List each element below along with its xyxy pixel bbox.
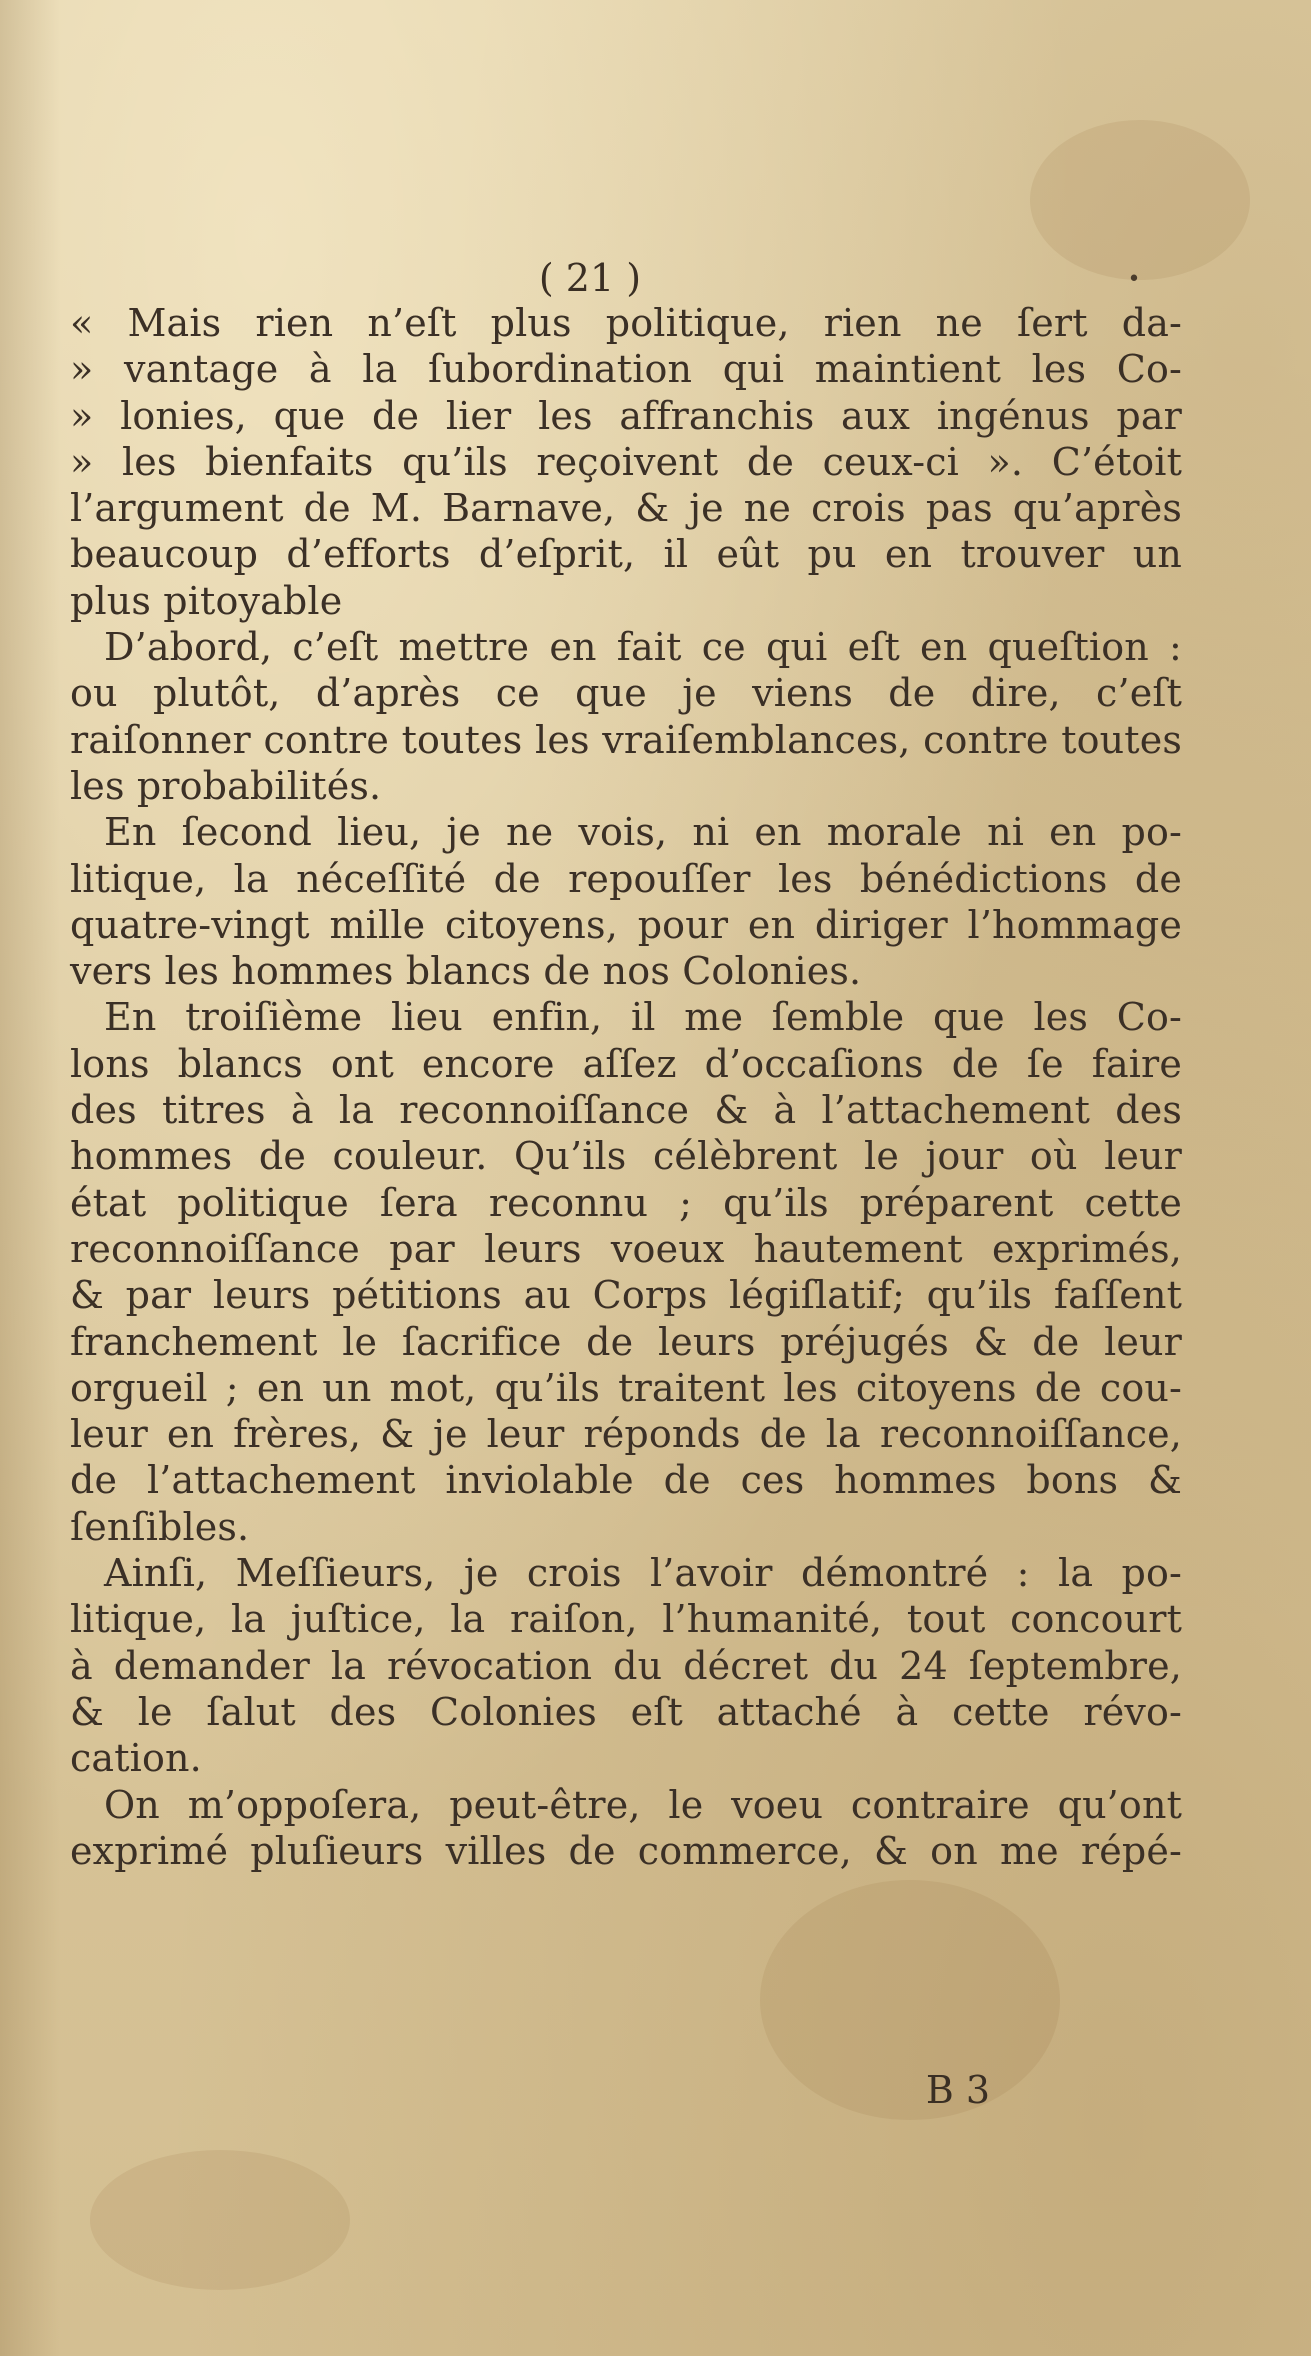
- page-number: ( 21 ): [538, 256, 642, 300]
- page-edge-shadow: [0, 0, 60, 2356]
- text-line: reconnoiſſance par leurs voeux hautement exprimés,: [70, 1226, 1182, 1271]
- text-line: On m’oppoſera, peut-être, le voeu contraire qu’ont: [104, 1782, 1182, 1827]
- body-text: [70, 300, 1182, 1874]
- text-line: quatre-vingt mille citoyens, pour en diriger l’hommage: [70, 902, 1182, 947]
- text-line: leur en frères, & je leur réponds de la reconnoiſſance,: [70, 1412, 1182, 1457]
- paper-stain: [90, 2150, 350, 2290]
- text-line: vers les hommes blancs de nos Colonies.: [70, 949, 862, 994]
- paper-stain: [1030, 120, 1250, 280]
- text-line: franchement le ſacrifice de leurs préjugés & de leur: [70, 1319, 1182, 1364]
- text-line: hommes de couleur. Qu’ils célèbrent le jour où leur: [70, 1134, 1182, 1179]
- header-mark: •: [1127, 267, 1141, 292]
- text-line: En troiſième lieu enfin, il me ſemble que les Co-: [104, 995, 1182, 1040]
- text-line: Ainſi, Meſſieurs, je crois l’avoir démontré : la po-: [104, 1551, 1182, 1596]
- text-line: & par leurs pétitions au Corps légiſlatif; qu’ils faſſent: [70, 1273, 1182, 1318]
- text-line: En ſecond lieu, je ne vois, ni en morale ni en po-: [104, 810, 1182, 855]
- text-line: orgueil ; en un mot, qu’ils traitent les citoyens de cou-: [70, 1365, 1182, 1410]
- text-line: ou plutôt, d’après ce que je viens de dire, c’eſt: [70, 671, 1182, 716]
- text-line: état politique ſera reconnu ; qu’ils préparent cette: [70, 1180, 1182, 1225]
- text-line: D’abord, c’eſt mettre en fait ce qui eſt en queſtion :: [104, 625, 1182, 670]
- text-line: « Mais rien n’eſt plus politique, rien ne ſert da-: [70, 301, 1182, 345]
- text-line: de l’attachement inviolable de ces hommes bons &: [70, 1458, 1182, 1503]
- text-line: exprimé pluſieurs villes de commerce, & on me répé-: [70, 1828, 1182, 1873]
- text-line: » lonies, que de lier les affranchis aux ingénus par: [70, 393, 1182, 438]
- text-line: » les bienfaits qu’ils reçoivent de ceux-ci ». C’étoit: [70, 439, 1182, 484]
- text-line: raiſonner contre toutes les vraiſemblances, contre toutes: [70, 717, 1182, 762]
- text-line: cation.: [70, 1736, 202, 1781]
- page-footer: [0, 2066, 1311, 2114]
- text-line: beaucoup d’efforts d’eſprit, il eût pu en trouver un: [70, 532, 1182, 577]
- text-line: l’argument de M. Barnave, & je ne crois pas qu’après: [70, 486, 1182, 531]
- text-line: litique, la juſtice, la raiſon, l’humanité, tout concourt: [70, 1597, 1182, 1642]
- page-header: [0, 258, 1311, 298]
- text-line: ſenſibles.: [70, 1504, 250, 1549]
- text-line: des titres à la reconnoiſſance & à l’attachement des: [70, 1088, 1182, 1133]
- text-line: plus pitoyable: [70, 578, 343, 623]
- signature-mark: B 3: [925, 2068, 991, 2112]
- text-line: les probabilités.: [70, 763, 382, 808]
- text-line: lons blancs ont encore aſſez d’occaſions de ſe faire: [70, 1041, 1182, 1086]
- text-line: » vantage à la ſubordination qui maintient les Co-: [70, 347, 1182, 392]
- text-line: litique, la néceſſité de repouſſer les bénédictions de: [70, 856, 1182, 901]
- text-line: à demander la révocation du décret du 24 ſeptembre,: [70, 1643, 1182, 1688]
- text-line: & le ſalut des Colonies eſt attaché à cette révo-: [70, 1689, 1182, 1734]
